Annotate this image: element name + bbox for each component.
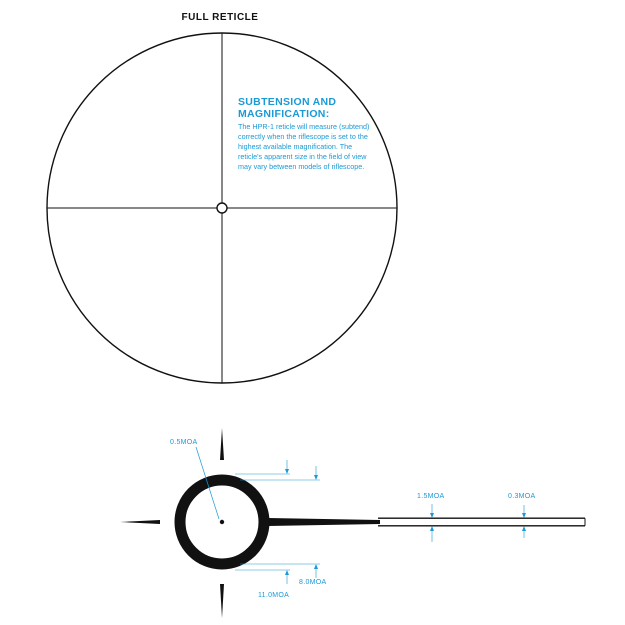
- thin-wire-arrow-bottom-head: [522, 526, 526, 531]
- subtension-note: [238, 96, 373, 172]
- ring-inner-label: 8.0MOA: [299, 579, 327, 586]
- thick-post-arrow-bottom-head: [430, 526, 434, 531]
- bottom-post: [220, 584, 224, 618]
- dot-size-label: 0.5MOA: [170, 439, 198, 446]
- ring-inner-arrow-bottom-head: [285, 570, 289, 575]
- center-dot: [220, 520, 224, 524]
- detail-reticle: [120, 428, 585, 618]
- top-post: [220, 428, 224, 460]
- note-heading-line2: MAGNIFICATION:: [238, 108, 330, 120]
- note-body: The HPR-1 reticle will measure (subtend) correctly when the riflescope is set to the highest available magnification. The reticle's apparent size in the field of view may vary between models of riflescope.: [238, 122, 370, 171]
- ring-outer-label: 11.0MOA: [258, 592, 290, 599]
- center-ring: [217, 203, 227, 213]
- right-tapered-post: [268, 518, 380, 526]
- ring-outer-arrow-top-head: [314, 475, 318, 480]
- thin-wire-label: 0.3MOA: [508, 493, 536, 500]
- ring-inner-arrow-top-head: [285, 469, 289, 474]
- ring-outer-arrow-bottom-head: [314, 564, 318, 569]
- full-reticle: [47, 33, 397, 383]
- thick-post-arrow-top-head: [430, 513, 434, 518]
- thin-wire-arrow-top-head: [522, 513, 526, 518]
- thick-post-label: 1.5MOA: [417, 493, 445, 500]
- diagram-title: FULL RETICLE: [181, 12, 259, 23]
- note-heading-line1: SUBTENSION AND: [238, 96, 337, 108]
- left-post: [120, 520, 160, 524]
